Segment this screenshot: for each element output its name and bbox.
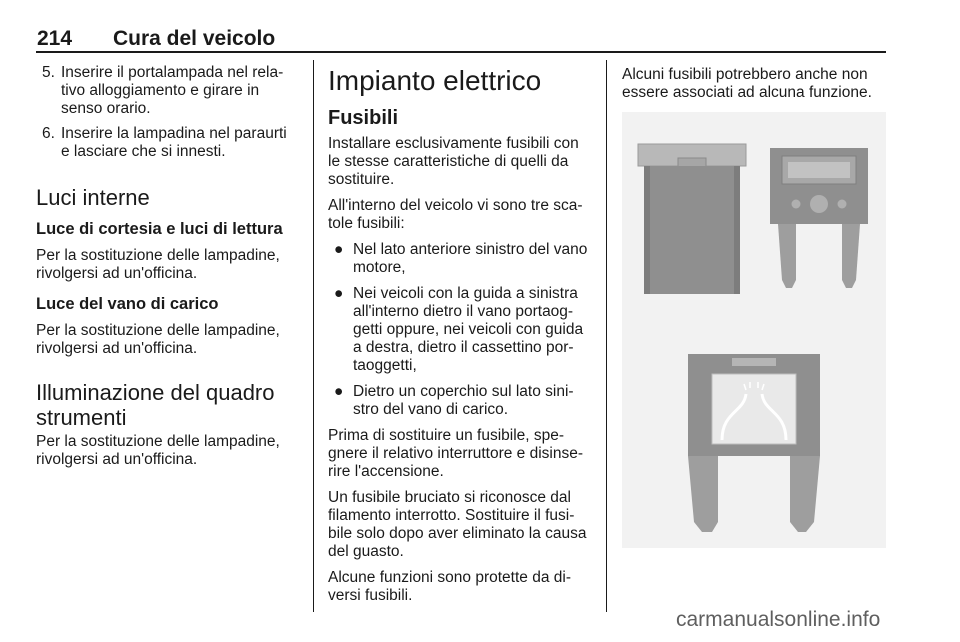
bullet-dot: ● — [334, 383, 344, 400]
step-number: 5. — [42, 64, 55, 81]
paragraph-funzioni: Alcune funzioni sono protette da di-versi fusibili. — [328, 569, 571, 604]
watermark: carmanualsonline.info — [676, 608, 881, 631]
section-heading-quadro: Illuminazione del quadro strumenti — [36, 380, 275, 430]
bullet-text: Nel lato anteriore sinistro del vano motore, — [353, 241, 588, 276]
step-6 — [36, 125, 298, 161]
paragraph-scatole: All'interno del veicolo vi sono tre sca-tole fusibili: — [328, 197, 583, 232]
bullet-item — [328, 285, 590, 375]
step-5 — [36, 64, 298, 118]
bullet-dot: ● — [334, 285, 344, 302]
step-number: 6. — [42, 125, 55, 142]
bullet-text: Nei veicoli con la guida a sinistra all'interno dietro il vano portaog-getti oppure, nei veicoli con guida a destra, dietro il cassettino por-taoggetti, — [353, 285, 584, 374]
paragraph-alcuni-fusibili: Alcuni fusibili potrebbero anche non essere associati ad alcuna funzione. — [622, 66, 872, 101]
paragraph-installare: Installare esclusivamente fusibili con le stesse caratteristiche di quelli da sostituire. — [328, 135, 579, 188]
fuse-drawing — [622, 112, 886, 548]
chapter-heading-impianto: Impianto elettrico — [328, 65, 542, 96]
step-text: Inserire il portalampada nel rela-tivo alloggiamento e girare in senso orario. — [61, 64, 284, 117]
fuse-illustration — [622, 112, 886, 548]
bullet-dot: ● — [334, 241, 344, 258]
paragraph-cortesia: Per la sostituzione delle lampadine, rivolgersi ad un'officina. — [36, 247, 280, 282]
chapter-title: Cura del veicolo — [113, 27, 276, 50]
fuse-filament-view — [688, 354, 820, 532]
column-2 — [328, 66, 590, 613]
section-heading-luci-interne: Luci interne — [36, 185, 150, 210]
paragraph-prima: Prima di sostituire un fusibile, spe-gnere il relativo interruttore e disinse-rire l'accensione. — [328, 427, 584, 480]
subheading-luce-cortesia: Luce di cortesia e luci di lettura — [36, 220, 283, 238]
column-divider-right — [606, 60, 607, 612]
column-divider-left — [313, 60, 314, 612]
paragraph-vano: Per la sostituzione delle lampadine, rivolgersi ad un'officina. — [36, 322, 280, 357]
step-text: Inserire la lampadina nel paraurti e lasciare che si innesti. — [61, 125, 287, 160]
paragraph-quadro: Per la sostituzione delle lampadine, rivolgersi ad un'officina. — [36, 433, 280, 468]
subheading-luce-vano: Luce del vano di carico — [36, 295, 219, 313]
column-1 — [36, 64, 298, 477]
bullet-item — [328, 241, 590, 277]
section-heading-fusibili: Fusibili — [328, 107, 398, 129]
column-3 — [622, 66, 886, 110]
header-rule — [36, 51, 886, 53]
bullet-item — [328, 383, 590, 419]
page-number: 214 — [37, 27, 73, 50]
bullet-text: Dietro un coperchio sul lato sini-stro del vano di carico. — [353, 383, 574, 418]
paragraph-bruciato: Un fusibile bruciato si riconosce dal filamento interrotto. Sostituire il fusi-bile solo dopo aver eliminato la causa del guasto. — [328, 489, 587, 560]
fuse-side-view — [638, 144, 746, 294]
fuse-front-view — [770, 148, 868, 288]
